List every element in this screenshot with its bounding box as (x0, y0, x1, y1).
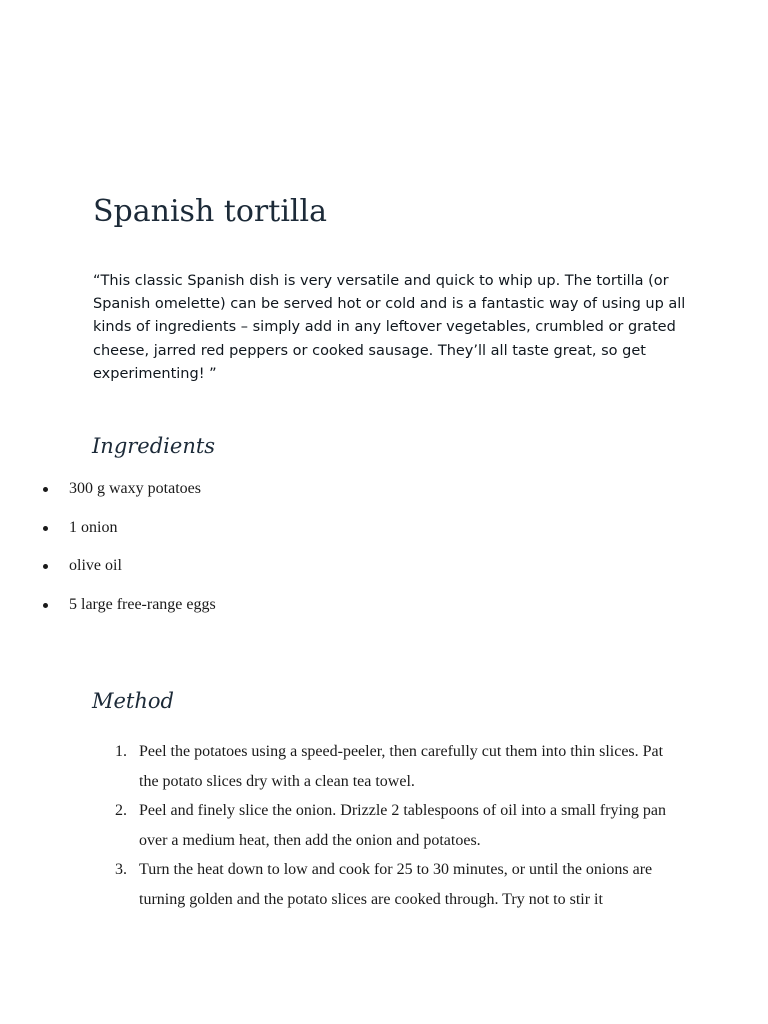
ingredients-list (0, 477, 700, 631)
ingredient-text: olive oil (69, 557, 122, 574)
bullet-icon (43, 564, 48, 569)
ingredient-text: 1 onion (69, 518, 118, 536)
recipe-intro: “This classic Spanish dish is very versatile and quick to whip up. The tortilla (or Spanish omelette) can be served hot or cold and is a fantastic way of using up all kinds of ingredients – simply add in any leftover vegetables, crumbled or grated cheese, jarred red peppers or cooked sausage. They’ll all taste great, so get experimenting! ” (93, 273, 686, 382)
method-step (0, 796, 684, 855)
bullet-icon (43, 487, 48, 492)
ingredients-heading: Ingredients (92, 434, 216, 458)
recipe-title: Spanish tortilla (93, 194, 327, 229)
step-text: Peel the potatoes using a speed-peeler, then carefully cut them into thin slices. Pat the potato slices dry with a clean tea towel. (139, 743, 664, 790)
bullet-icon (43, 603, 48, 608)
method-list (0, 737, 700, 914)
bullet-icon (43, 526, 48, 531)
step-number: 2. (115, 802, 127, 819)
method-step (0, 737, 684, 796)
ingredient-item (0, 516, 700, 555)
method-heading: Method (92, 689, 174, 713)
ingredient-item (0, 554, 700, 593)
ingredient-item (0, 477, 700, 516)
method-step (0, 855, 684, 914)
step-text: Turn the heat down to low and cook for 25 to 30 minutes, or until the onions are turning golden and the potato slices are cooked through. Try not to stir it (139, 861, 653, 908)
step-number: 3. (115, 861, 127, 878)
ingredient-item (0, 593, 700, 632)
ingredient-text: 5 large free-range eggs (69, 595, 216, 613)
ingredient-text: 300 g waxy potatoes (69, 480, 201, 497)
step-text: Peel and finely slice the onion. Drizzle 2 tablespoons of oil into a small frying pan over a medium heat, then add the onion and potatoes. (139, 802, 666, 849)
step-number: 1. (115, 743, 127, 760)
